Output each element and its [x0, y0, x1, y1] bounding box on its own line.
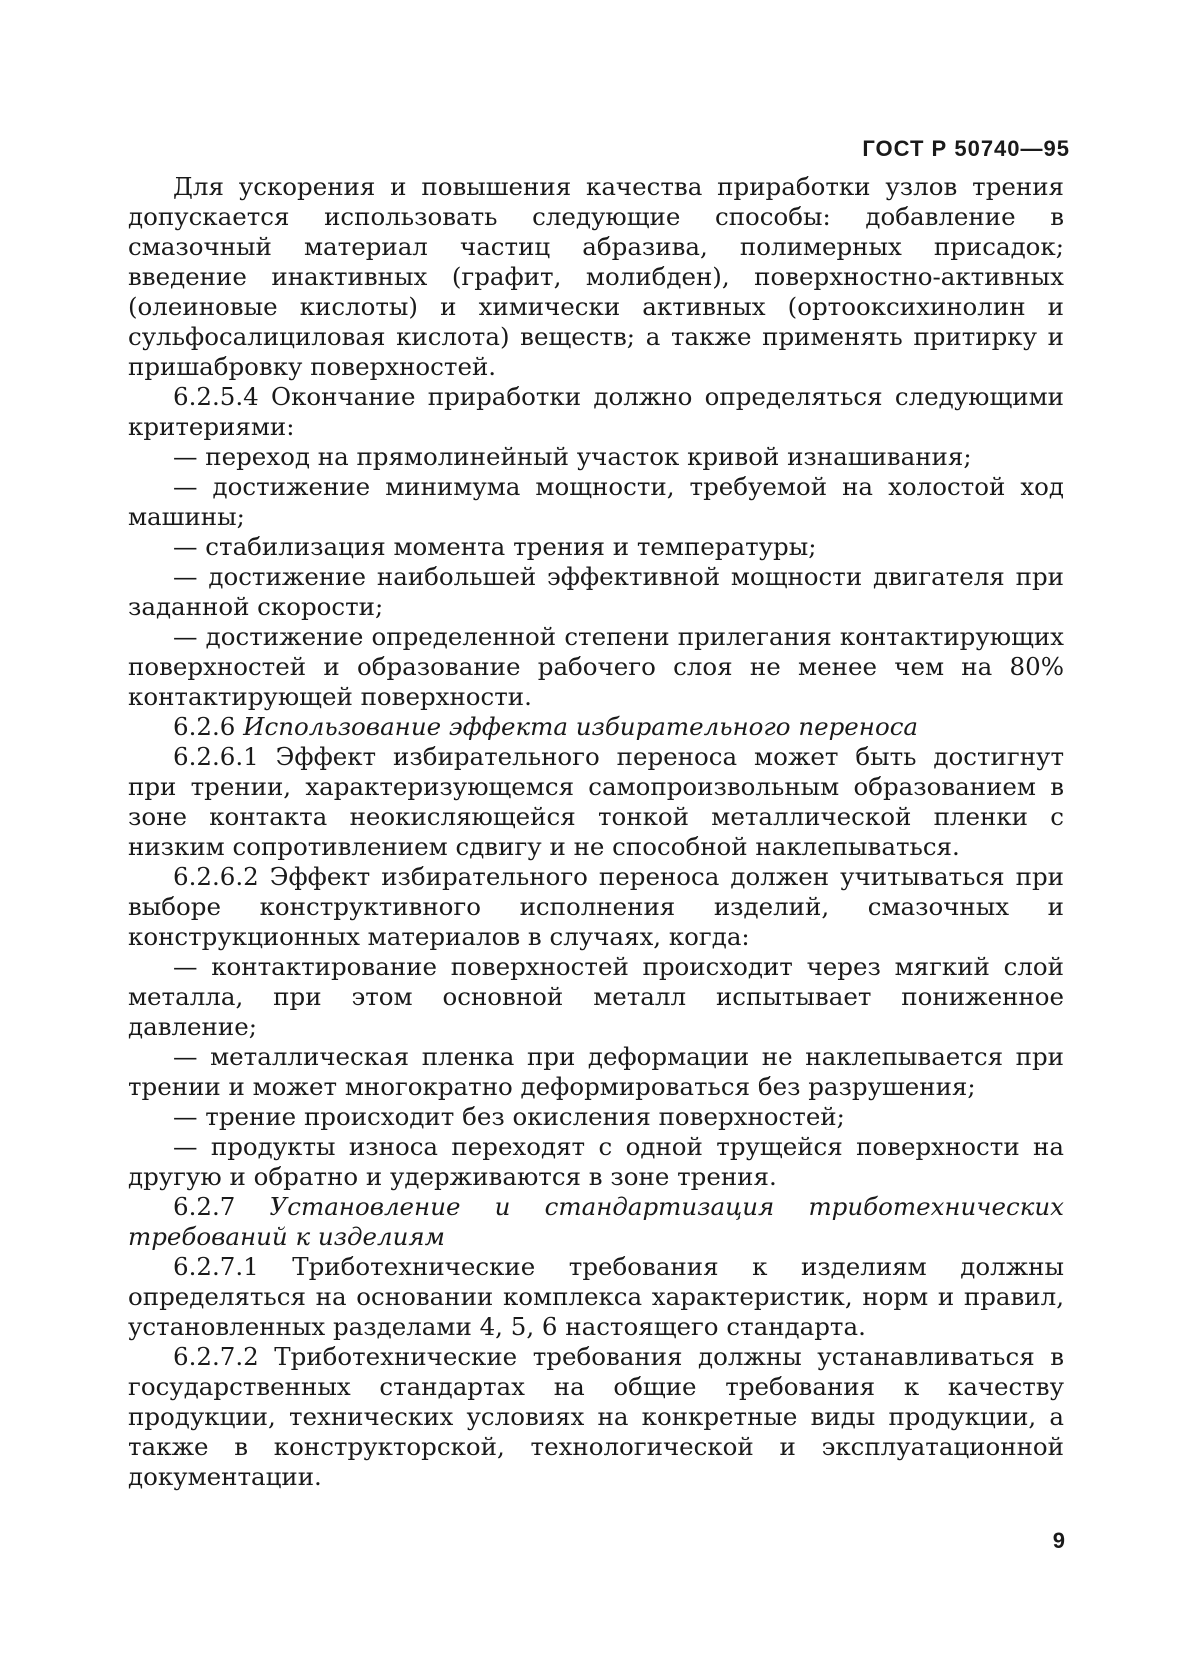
section-title: Использование эффекта избирательного переноса — [243, 712, 919, 741]
document-body — [128, 172, 1064, 1492]
section-heading-6-2-6 — [128, 712, 1064, 742]
paragraph-6-2-5-4: 6.2.5.4 Окончание приработки должно определяться следующими критериями: — [128, 382, 1064, 441]
list-item: — достижение наибольшей эффективной мощности двигателя при заданной скорости; — [128, 562, 1064, 621]
list-item: — трение происходит без окисления поверхностей; — [173, 1102, 845, 1131]
list-item: — достижение минимума мощности, требуемой на холостой ход машины; — [128, 472, 1064, 531]
section-number: 6.2.7 — [173, 1192, 236, 1221]
list-item: — стабилизация момента трения и температуры; — [173, 532, 817, 561]
section-title: Установление и стандартизация триботехнических требований к изделиям — [128, 1192, 1064, 1251]
paragraph-6-2-7-1: 6.2.7.1 Триботехнические требования к изделиям должны определяться на основании комплекса характеристик, норм и правил, установленных разделами 4, 5, 6 настоящего стандарта. — [128, 1252, 1064, 1341]
list-item: — переход на прямолинейный участок кривой изнашивания; — [173, 442, 972, 471]
section-heading-6-2-7 — [128, 1192, 1064, 1252]
list-item: — металлическая пленка при деформации не наклепывается при трении и может многократно деформироваться без разрушения; — [128, 1042, 1064, 1101]
paragraph-6-2-6-2: 6.2.6.2 Эффект избирательного переноса должен учитываться при выборе конструктивного исполнения изделий, смазочных и конструкционных материалов в случаях, когда: — [128, 862, 1064, 951]
list-item: — контактирование поверхностей происходит через мягкий слой металла, при этом основной металл испытывает пониженное давление; — [128, 952, 1064, 1041]
paragraph-running-in-methods: Для ускорения и повышения качества приработки узлов трения допускается использовать следующие способы: добавление в смазочный материал частиц абразива, полимерных присадок; введение инактивных (графит, молибден), поверхностно-активных (олеиновые кислоты) и химически активных (ортооксихинолин и сульфосалициловая кислота) веществ; а также применять притирку и пришабровку поверхностей. — [128, 172, 1064, 381]
paragraph-6-2-6-1: 6.2.6.1 Эффект избирательного переноса может быть достигнут при трении, характеризующемся самопроизвольным образованием в зоне контакта неокисляющейся тонкой металлической пленки с низким сопротивлением сдвигу и не способной наклепываться. — [128, 742, 1064, 861]
page-number: 9 — [1052, 1528, 1065, 1553]
section-number: 6.2.6 — [173, 712, 236, 741]
paragraph-6-2-7-2: 6.2.7.2 Триботехнические требования должны устанавливаться в государственных стандартах на общие требования к качеству продукции, технических условиях на конкретные виды продукции, а также в конструкторской, технологической и эксплуатационной документации. — [128, 1342, 1064, 1491]
list-item: — продукты износа переходят с одной трущейся поверхности на другую и обратно и удерживаются в зоне трения. — [128, 1132, 1064, 1191]
document-header: ГОСТ Р 50740—95 — [862, 136, 1070, 161]
list-item: — достижение определенной степени прилегания контактирующих поверхностей и образование рабочего слоя не менее чем на 80% контактирующей поверхности. — [128, 622, 1064, 711]
